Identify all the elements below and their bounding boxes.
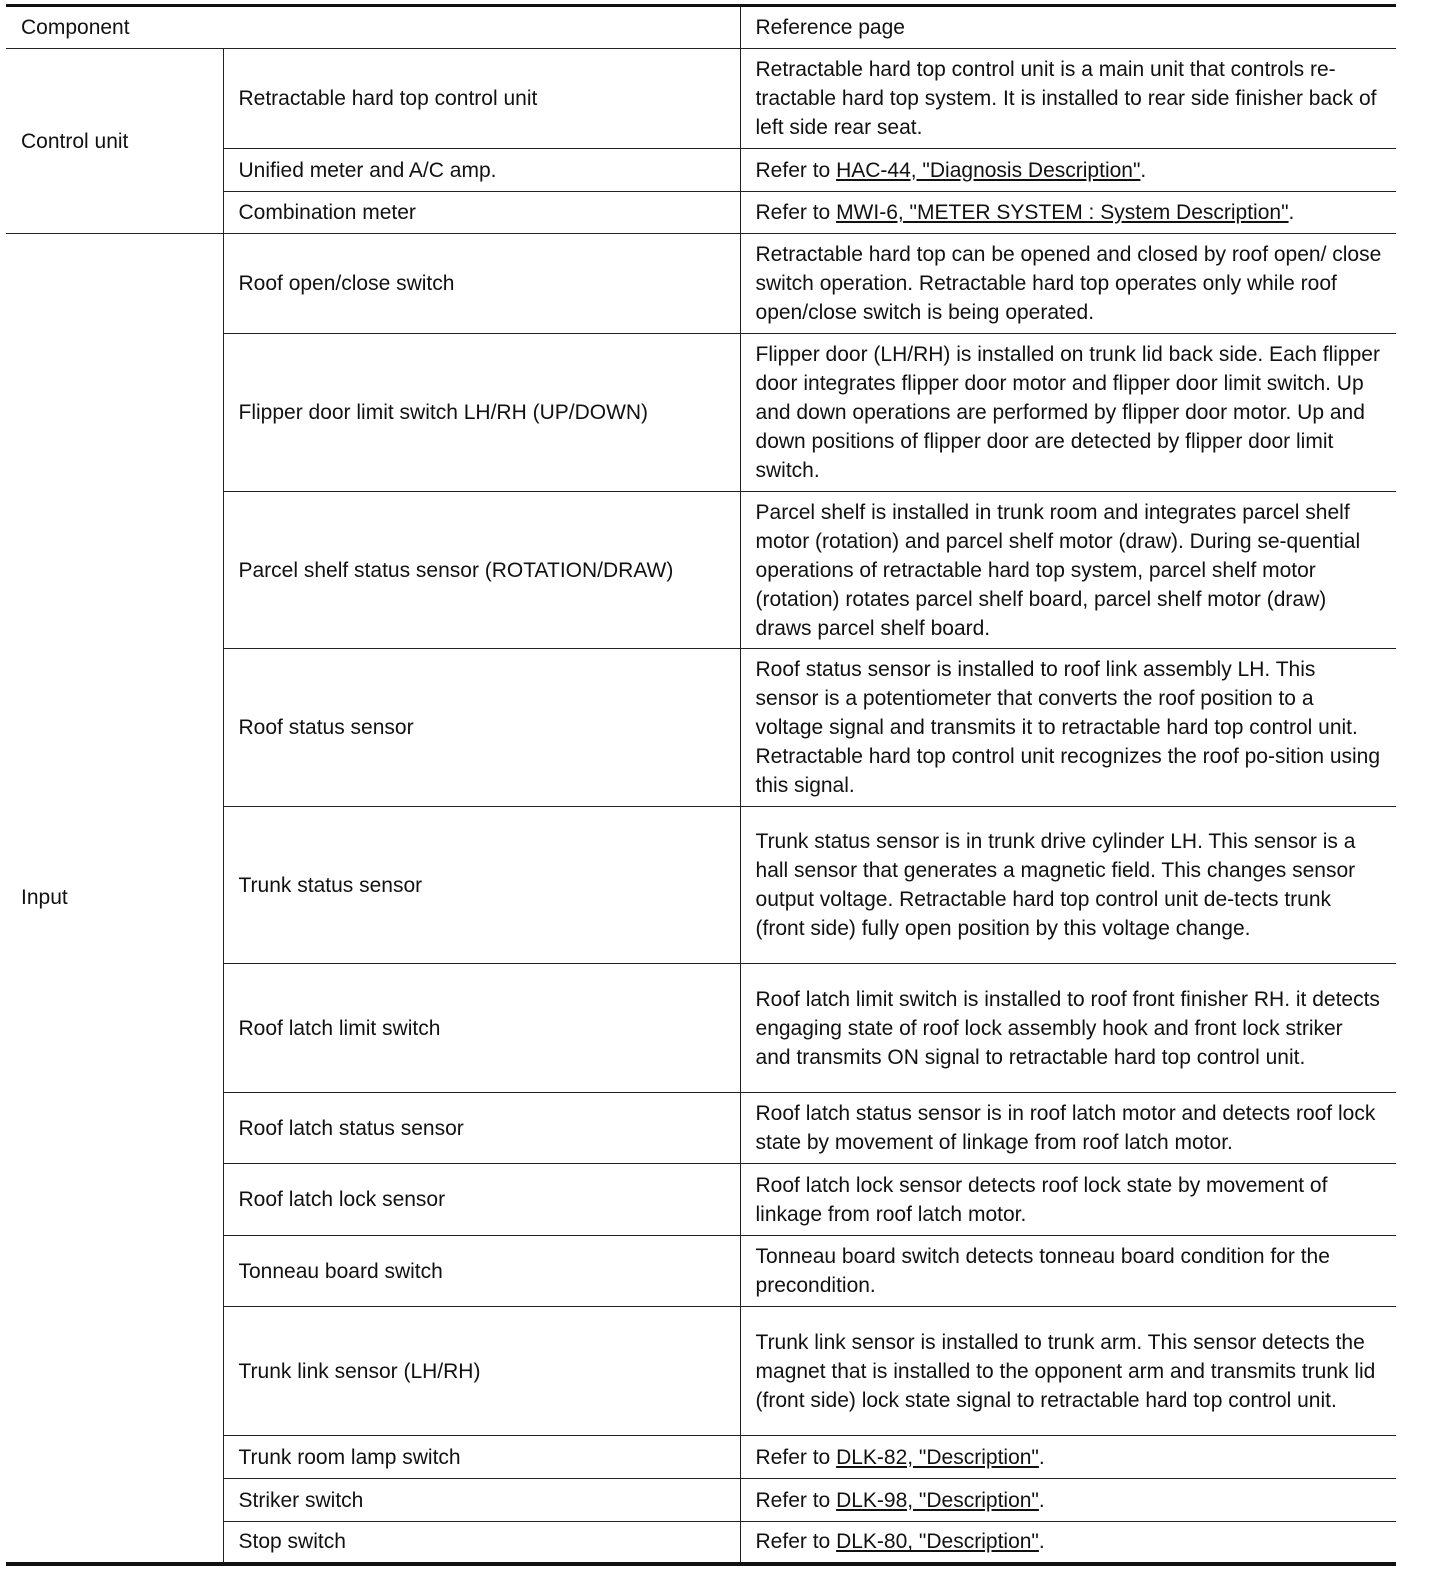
component-cell: Roof open/close switch xyxy=(223,234,740,334)
component-cell: Flipper door limit switch LH/RH (UP/DOWN) xyxy=(223,334,740,492)
component-reference-table xyxy=(6,4,1396,1566)
table-row xyxy=(6,49,1396,149)
component-cell: Unified meter and A/C amp. xyxy=(223,149,740,192)
description-cell: Retractable hard top can be opened and closed by roof open/ close switch operation. Retractable hard top operates only while roof open/close switch is being operated. xyxy=(740,234,1396,334)
component-cell: Roof latch status sensor xyxy=(223,1093,740,1164)
description-cell: Retractable hard top control unit is a main unit that controls re-tractable hard top system. It is installed to rear side finisher back of left side rear seat. xyxy=(740,49,1396,149)
description-cell: Roof latch lock sensor detects roof lock state by movement of linkage from roof latch motor. xyxy=(740,1164,1396,1236)
reference-cell xyxy=(740,149,1396,192)
component-cell: Roof latch limit switch xyxy=(223,964,740,1093)
reference-prefix: Refer to xyxy=(755,1445,837,1469)
group-label-input: Input xyxy=(6,234,223,1564)
description-cell: Parcel shelf is installed in trunk room and integrates parcel shelf motor (rotation) and parcel shelf motor (draw). During se-quential operations of retractable hard top system, parcel shelf motor (rotation) rotates parcel shelf board, parcel shelf motor (draw) draws parcel shelf board. xyxy=(740,492,1396,649)
component-cell: Trunk link sensor (LH/RH) xyxy=(223,1307,740,1436)
reference-cell xyxy=(740,1436,1396,1479)
description-cell: Roof status sensor is installed to roof link assembly LH. This sensor is a potentiometer that converts the roof position to a voltage signal and transmits it to retractable hard top control unit. Retractable hard top control unit recognizes the roof po-sition using this signal. xyxy=(740,649,1396,807)
description-cell: Trunk link sensor is installed to trunk arm. This sensor detects the magnet that is installed to the opponent arm and transmits trunk lid (front side) lock state signal to retractable hard top control unit. xyxy=(740,1307,1396,1436)
reference-suffix: . xyxy=(1288,201,1295,224)
component-cell: Roof status sensor xyxy=(223,649,740,807)
reference-link[interactable]: HAC-44, "Diagnosis Description" xyxy=(836,158,1141,182)
reference-suffix: . xyxy=(1038,1530,1045,1554)
description-cell: Trunk status sensor is in trunk drive cylinder LH. This sensor is a hall sensor that generates a magnetic field. This changes sensor output voltage. Retractable hard top control unit de-tects trunk (front side) fully open position by this voltage change. xyxy=(740,807,1396,964)
reference-suffix: . xyxy=(1140,158,1147,182)
reference-suffix: . xyxy=(1038,1445,1045,1469)
reference-prefix: Refer to xyxy=(755,1488,837,1512)
component-cell: Retractable hard top control unit xyxy=(223,49,740,149)
reference-prefix: Refer to xyxy=(755,201,837,224)
description-cell: Tonneau board switch detects tonneau board condition for the precondition. xyxy=(740,1236,1396,1307)
component-cell: Trunk room lamp switch xyxy=(223,1436,740,1479)
column-header-component: Component xyxy=(6,6,740,49)
reference-link[interactable]: DLK-80, "Description" xyxy=(836,1530,1039,1554)
component-cell: Tonneau board switch xyxy=(223,1236,740,1307)
component-cell: Combination meter xyxy=(223,192,740,234)
reference-suffix: . xyxy=(1038,1488,1045,1512)
reference-prefix: Refer to xyxy=(755,1530,837,1554)
reference-cell xyxy=(740,1479,1396,1522)
group-label-control-unit: Control unit xyxy=(6,49,223,234)
reference-cell xyxy=(740,1522,1396,1564)
column-header-reference: Reference page xyxy=(740,6,1396,49)
component-cell: Trunk status sensor xyxy=(223,807,740,964)
description-cell: Roof latch status sensor is in roof latch motor and detects roof lock state by movement of linkage from roof latch motor. xyxy=(740,1093,1396,1164)
component-cell: Stop switch xyxy=(223,1522,740,1564)
reference-link[interactable]: MWI-6, "METER SYSTEM : System Description" xyxy=(836,201,1289,224)
description-cell: Flipper door (LH/RH) is installed on trunk lid back side. Each flipper door integrates flipper door motor and flipper door limit switch. Up and down operations are performed by flipper door motor. Up and down positions of flipper door are detected by flipper door limit switch. xyxy=(740,334,1396,492)
reference-link[interactable]: DLK-98, "Description" xyxy=(836,1488,1039,1512)
component-cell: Striker switch xyxy=(223,1479,740,1522)
component-cell: Parcel shelf status sensor (ROTATION/DRAW) xyxy=(223,492,740,649)
table-row xyxy=(6,234,1396,334)
reference-cell xyxy=(740,192,1396,234)
header-row xyxy=(6,6,1396,49)
description-cell: Roof latch limit switch is installed to roof front finisher RH. it detects engaging state of roof lock assembly hook and front lock striker and transmits ON signal to retractable hard top control unit. xyxy=(740,964,1396,1093)
reference-prefix: Refer to xyxy=(755,158,837,182)
reference-link[interactable]: DLK-82, "Description" xyxy=(836,1445,1039,1469)
component-cell: Roof latch lock sensor xyxy=(223,1164,740,1236)
